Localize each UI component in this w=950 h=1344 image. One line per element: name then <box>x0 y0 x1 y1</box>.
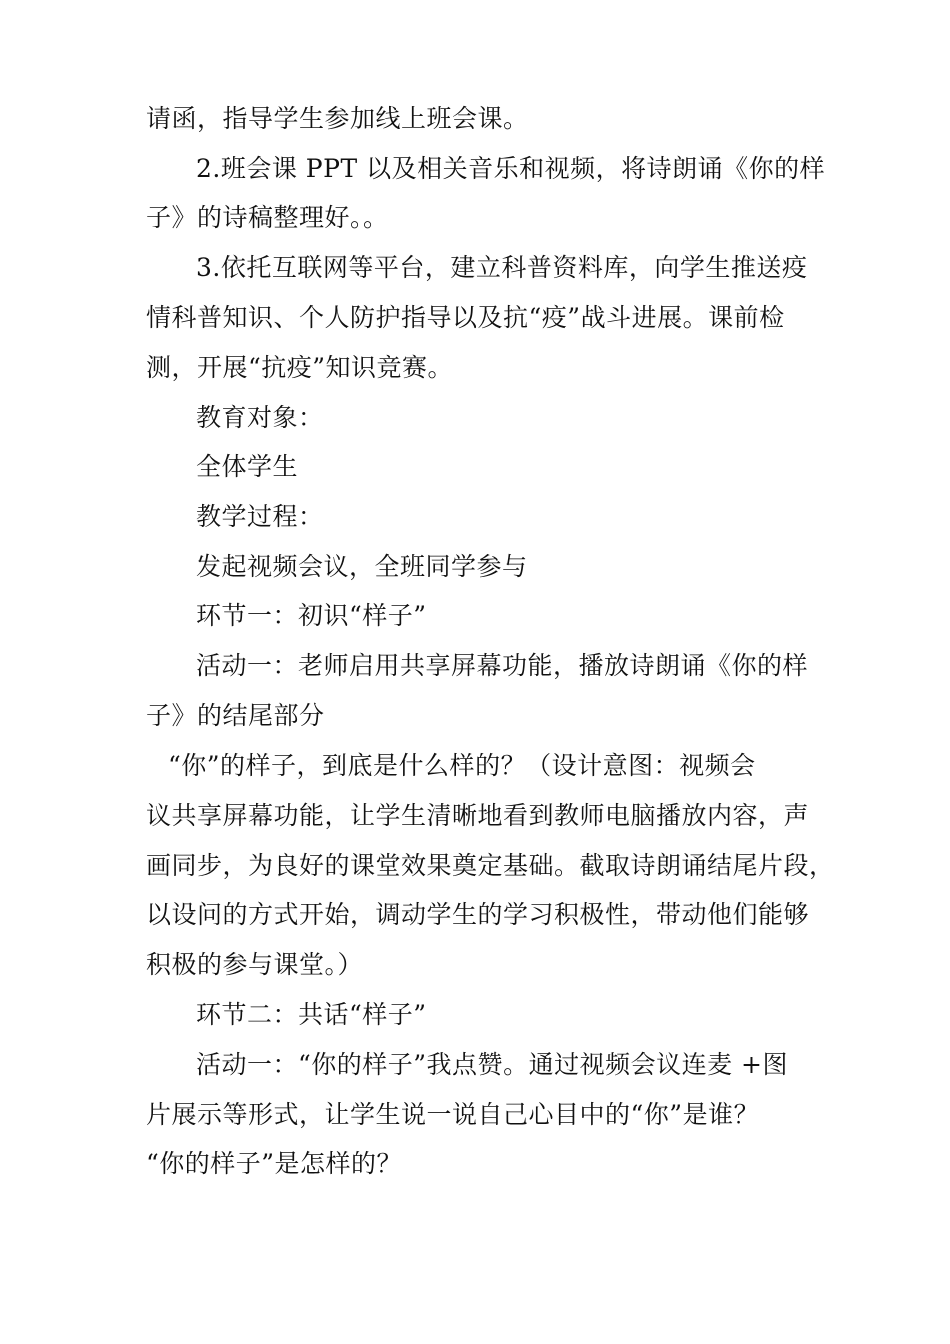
text-line: 子》的诗稿整理好。。 <box>146 203 389 232</box>
text-line: 请函，指导学生参加线上班会课。 <box>146 104 529 133</box>
text-line: 子》的结尾部分 <box>146 701 325 730</box>
text-line: 测，开展“抗疫”知识竞赛。 <box>146 353 454 382</box>
text-line: 议共享屏幕功能，让学生清晰地看到教师电脑播放内容，声 <box>146 801 810 830</box>
text-line: 画同步，为良好的课堂效果奠定基础。截取诗朗诵结尾片段， <box>146 851 835 880</box>
text-line: 环节一：初识“样子” <box>196 601 427 630</box>
text-line: 活动一：“你的样子”我点赞。通过视频会议连麦 +图 <box>196 1050 788 1079</box>
text-line: 积极的参与课堂。） <box>146 950 364 979</box>
text-line: 以设问的方式开始，调动学生的学习积极性，带动他们能够 <box>146 900 810 929</box>
text-line: “你”的样子，到底是什么样的？（设计意图：视频会 <box>168 751 756 780</box>
text-line: 2.班会课 PPT 以及相关音乐和视频，将诗朗诵《你的样 <box>196 154 826 183</box>
text-line: 活动一：老师启用共享屏幕功能，播放诗朗诵《你的样 <box>196 651 809 680</box>
text-line: 3.依托互联网等平台，建立科普资料库，向学生推送疫 <box>196 253 808 282</box>
text-line: 教学过程： <box>196 502 324 531</box>
text-line: 教育对象： <box>196 403 324 432</box>
text-line: 片展示等形式，让学生说一说自己心目中的“你”是谁？ <box>146 1100 760 1129</box>
text-line: 情科普知识、个人防护指导以及抗“疫”战斗进展。课前检 <box>146 303 785 332</box>
text-line: 环节二：共话“样子” <box>196 1000 427 1029</box>
text-line: 发起视频会议，全班同学参与 <box>196 552 528 581</box>
text-line: “你的样子”是怎样的？ <box>146 1149 403 1178</box>
text-line: 全体学生 <box>196 452 299 481</box>
